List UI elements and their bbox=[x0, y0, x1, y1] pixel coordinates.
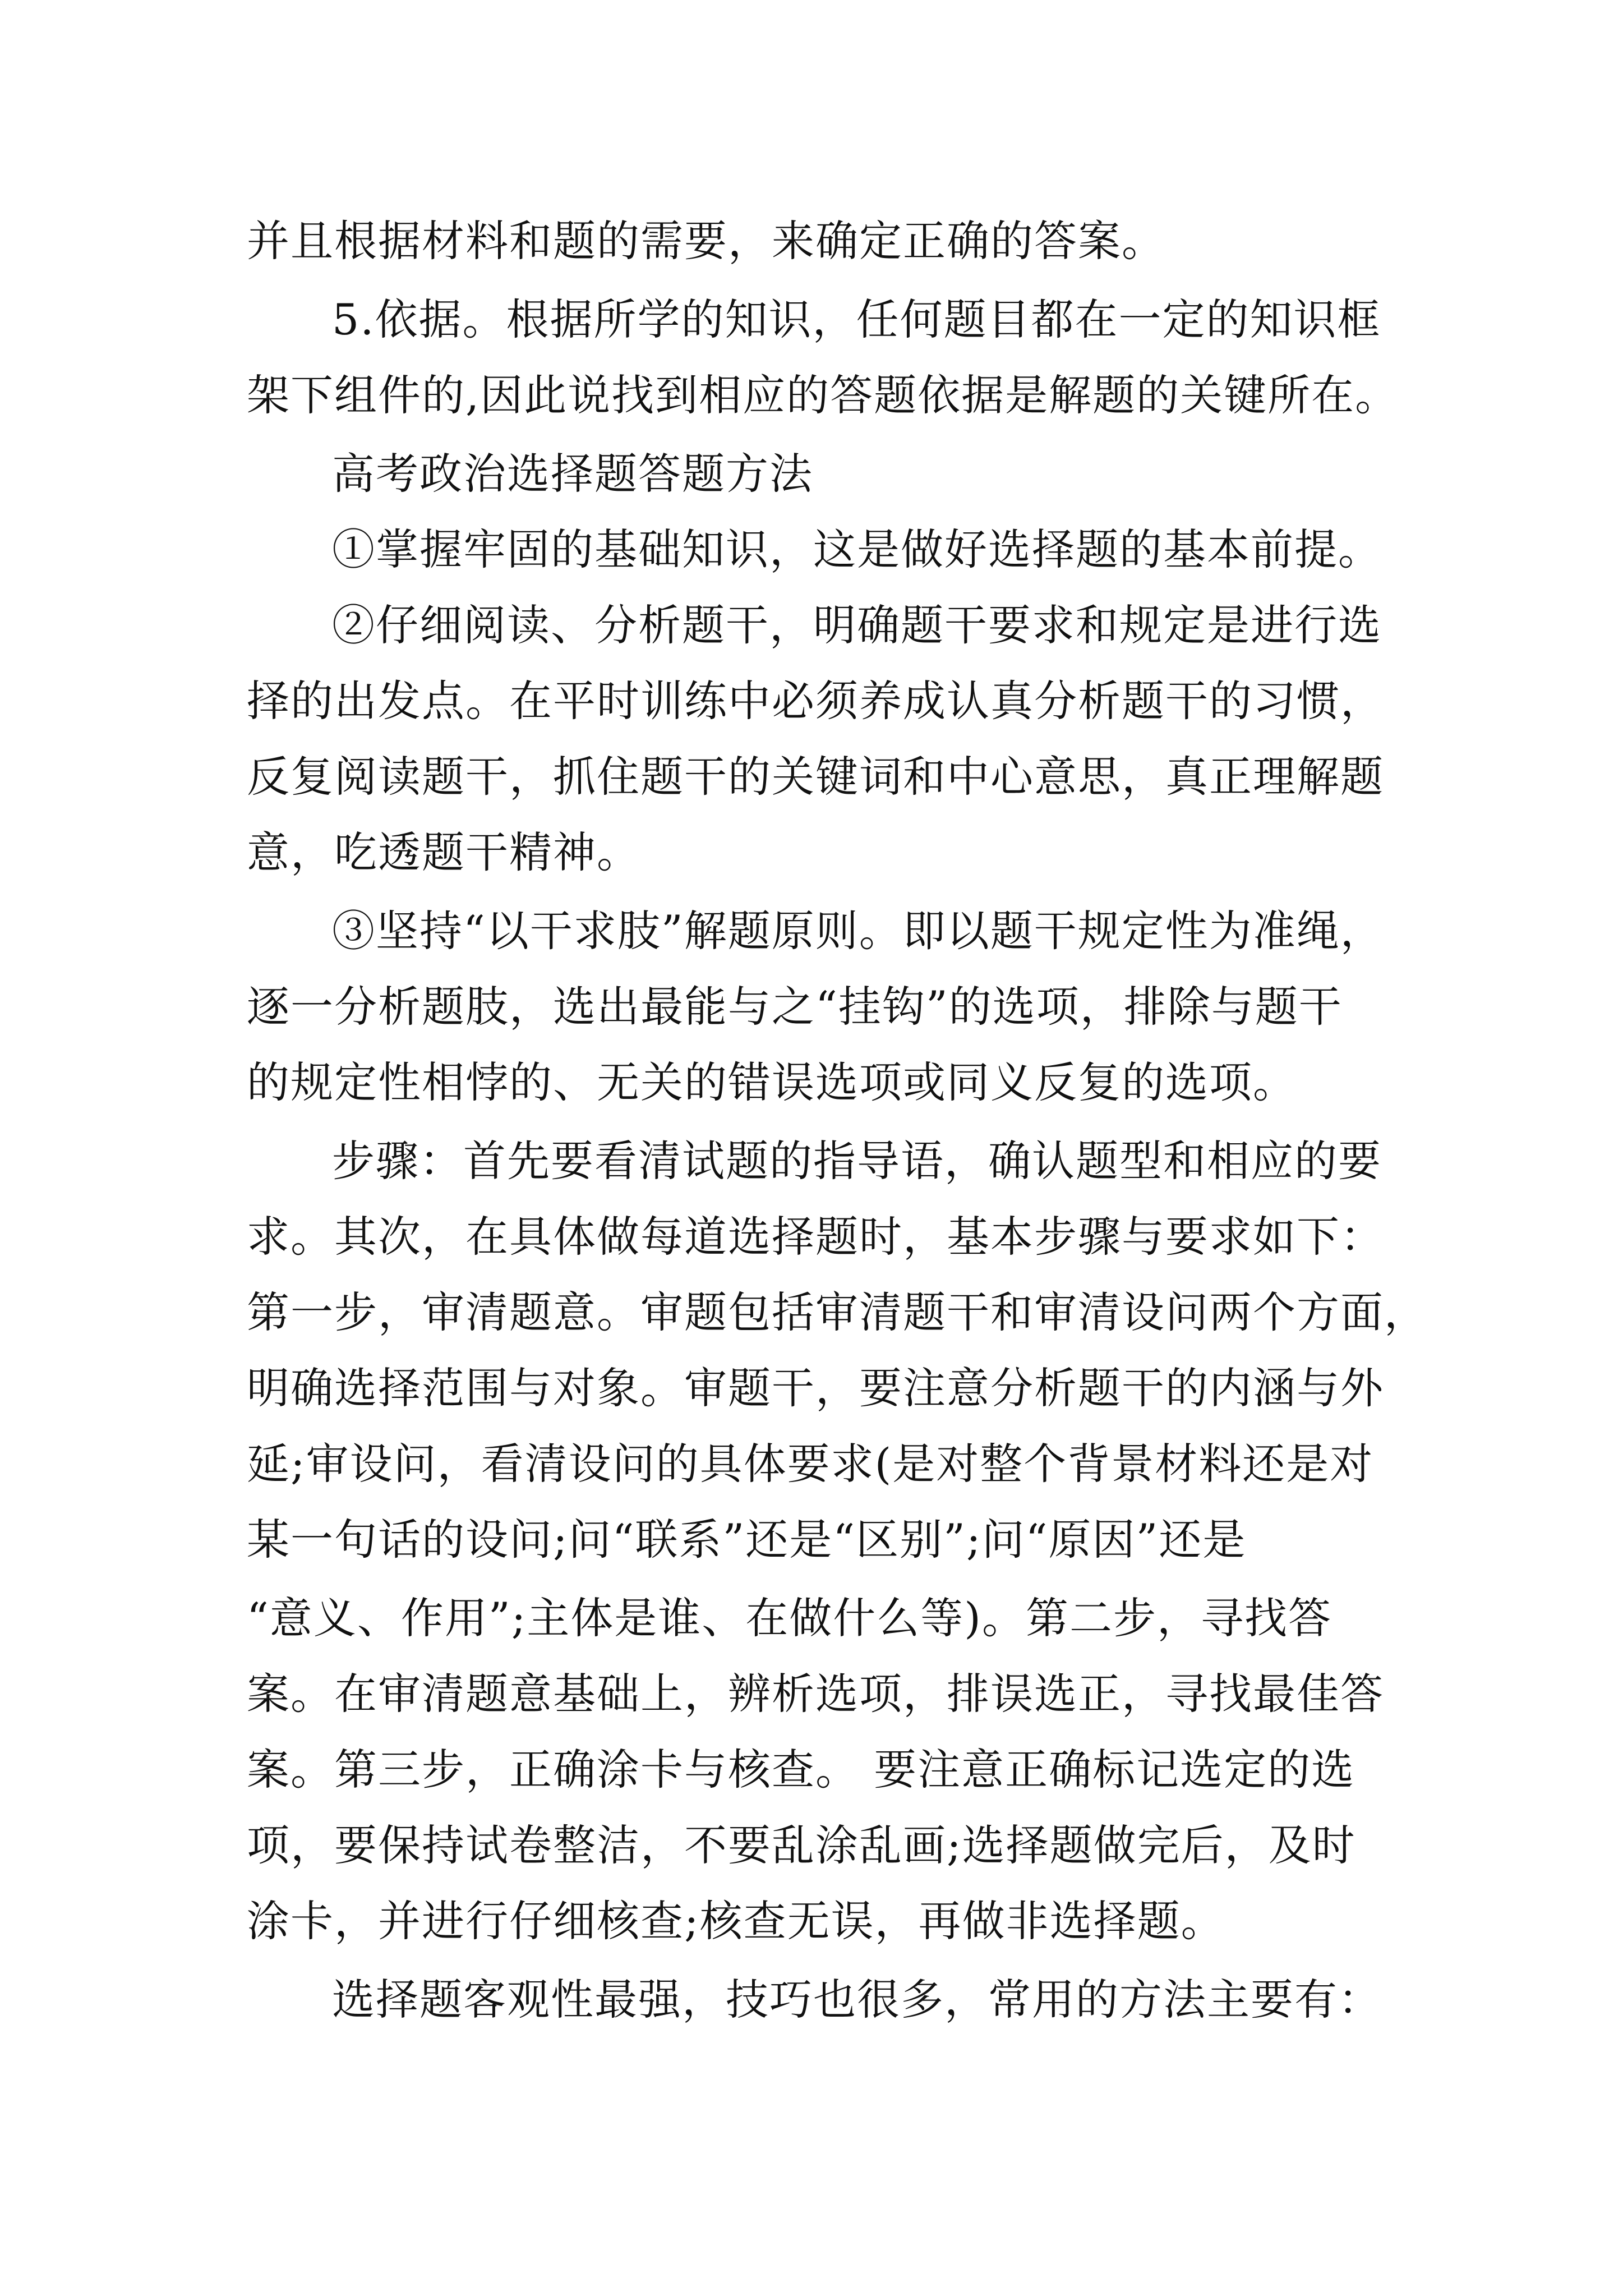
section-heading: 高考政治选择题答题方法 bbox=[332, 449, 813, 499]
text-line: 择的出发点。在平时训练中必须养成认真分析题干的习惯， bbox=[247, 676, 1384, 726]
text-line: 架下组件的,因此说找到相应的答题依据是解题的关键所在。 bbox=[247, 370, 1399, 420]
text-line: ③坚持“以干求肢”解题原则。即以题干规定性为准绳， bbox=[332, 906, 1384, 956]
text-line: “意义、作用”;主体是谁、在做什么等)。第二步，寻找答 bbox=[247, 1593, 1332, 1643]
text-line: 第一步，审清题意。审题包括审清题干和审清设问两个方面， bbox=[247, 1287, 1428, 1337]
text-line: 反复阅读题干，抓住题干的关键词和中心意思，真正理解题 bbox=[247, 752, 1384, 802]
text-line: 的规定性相悖的、无关的错误选项或同义反复的选项。 bbox=[247, 1057, 1297, 1107]
text-line: 并且根据材料和题的需要，来确定正确的答案。 bbox=[247, 216, 1165, 266]
text-line: 案。在审清题意基础上，辨析选项，排误选正，寻找最佳答 bbox=[247, 1669, 1384, 1719]
text-line: 案。第三步，正确涂卡与核查。 要注意正确标记选定的选 bbox=[247, 1745, 1355, 1795]
text-line: ②仔细阅读、分析题干，明确题干要求和规定是进行选 bbox=[332, 600, 1382, 650]
text-line: 选择题客观性最强，技巧也很多，常用的方法主要有： bbox=[332, 1975, 1382, 2024]
text-line: 步骤：首先要看清试题的指导语，确认题型和相应的要 bbox=[332, 1136, 1382, 1186]
text-line: 涂卡，并进行仔细核查;核查无误，再做非选择题。 bbox=[247, 1896, 1225, 1946]
text-line: 求。其次，在具体做每道选择题时，基本步骤与要求如下： bbox=[247, 1212, 1384, 1262]
text-line: 项，要保持试卷整洁，不要乱涂乱画;选择题做完后，及时 bbox=[247, 1820, 1356, 1870]
text-line: 意，吃透题干精神。 bbox=[247, 827, 640, 877]
text-line: ①掌握牢固的基础知识，这是做好选择题的基本前提。 bbox=[332, 524, 1382, 574]
text-line: 某一句话的设问;问“联系”还是“区别”;问“原因”还是 bbox=[247, 1515, 1247, 1565]
text-line: 明确选择范围与对象。审题干，要注意分析题干的内涵与外 bbox=[247, 1363, 1384, 1413]
text-line: 延;审设问，看清设问的具体要求(是对整个背景材料还是对 bbox=[247, 1439, 1374, 1489]
text-line: 5.依据。根据所学的知识，任何题目都在一定的知识框 bbox=[332, 295, 1381, 344]
text-line: 逐一分析题肢，选出最能与之“挂钩”的选项，排除与题干 bbox=[247, 982, 1343, 1032]
